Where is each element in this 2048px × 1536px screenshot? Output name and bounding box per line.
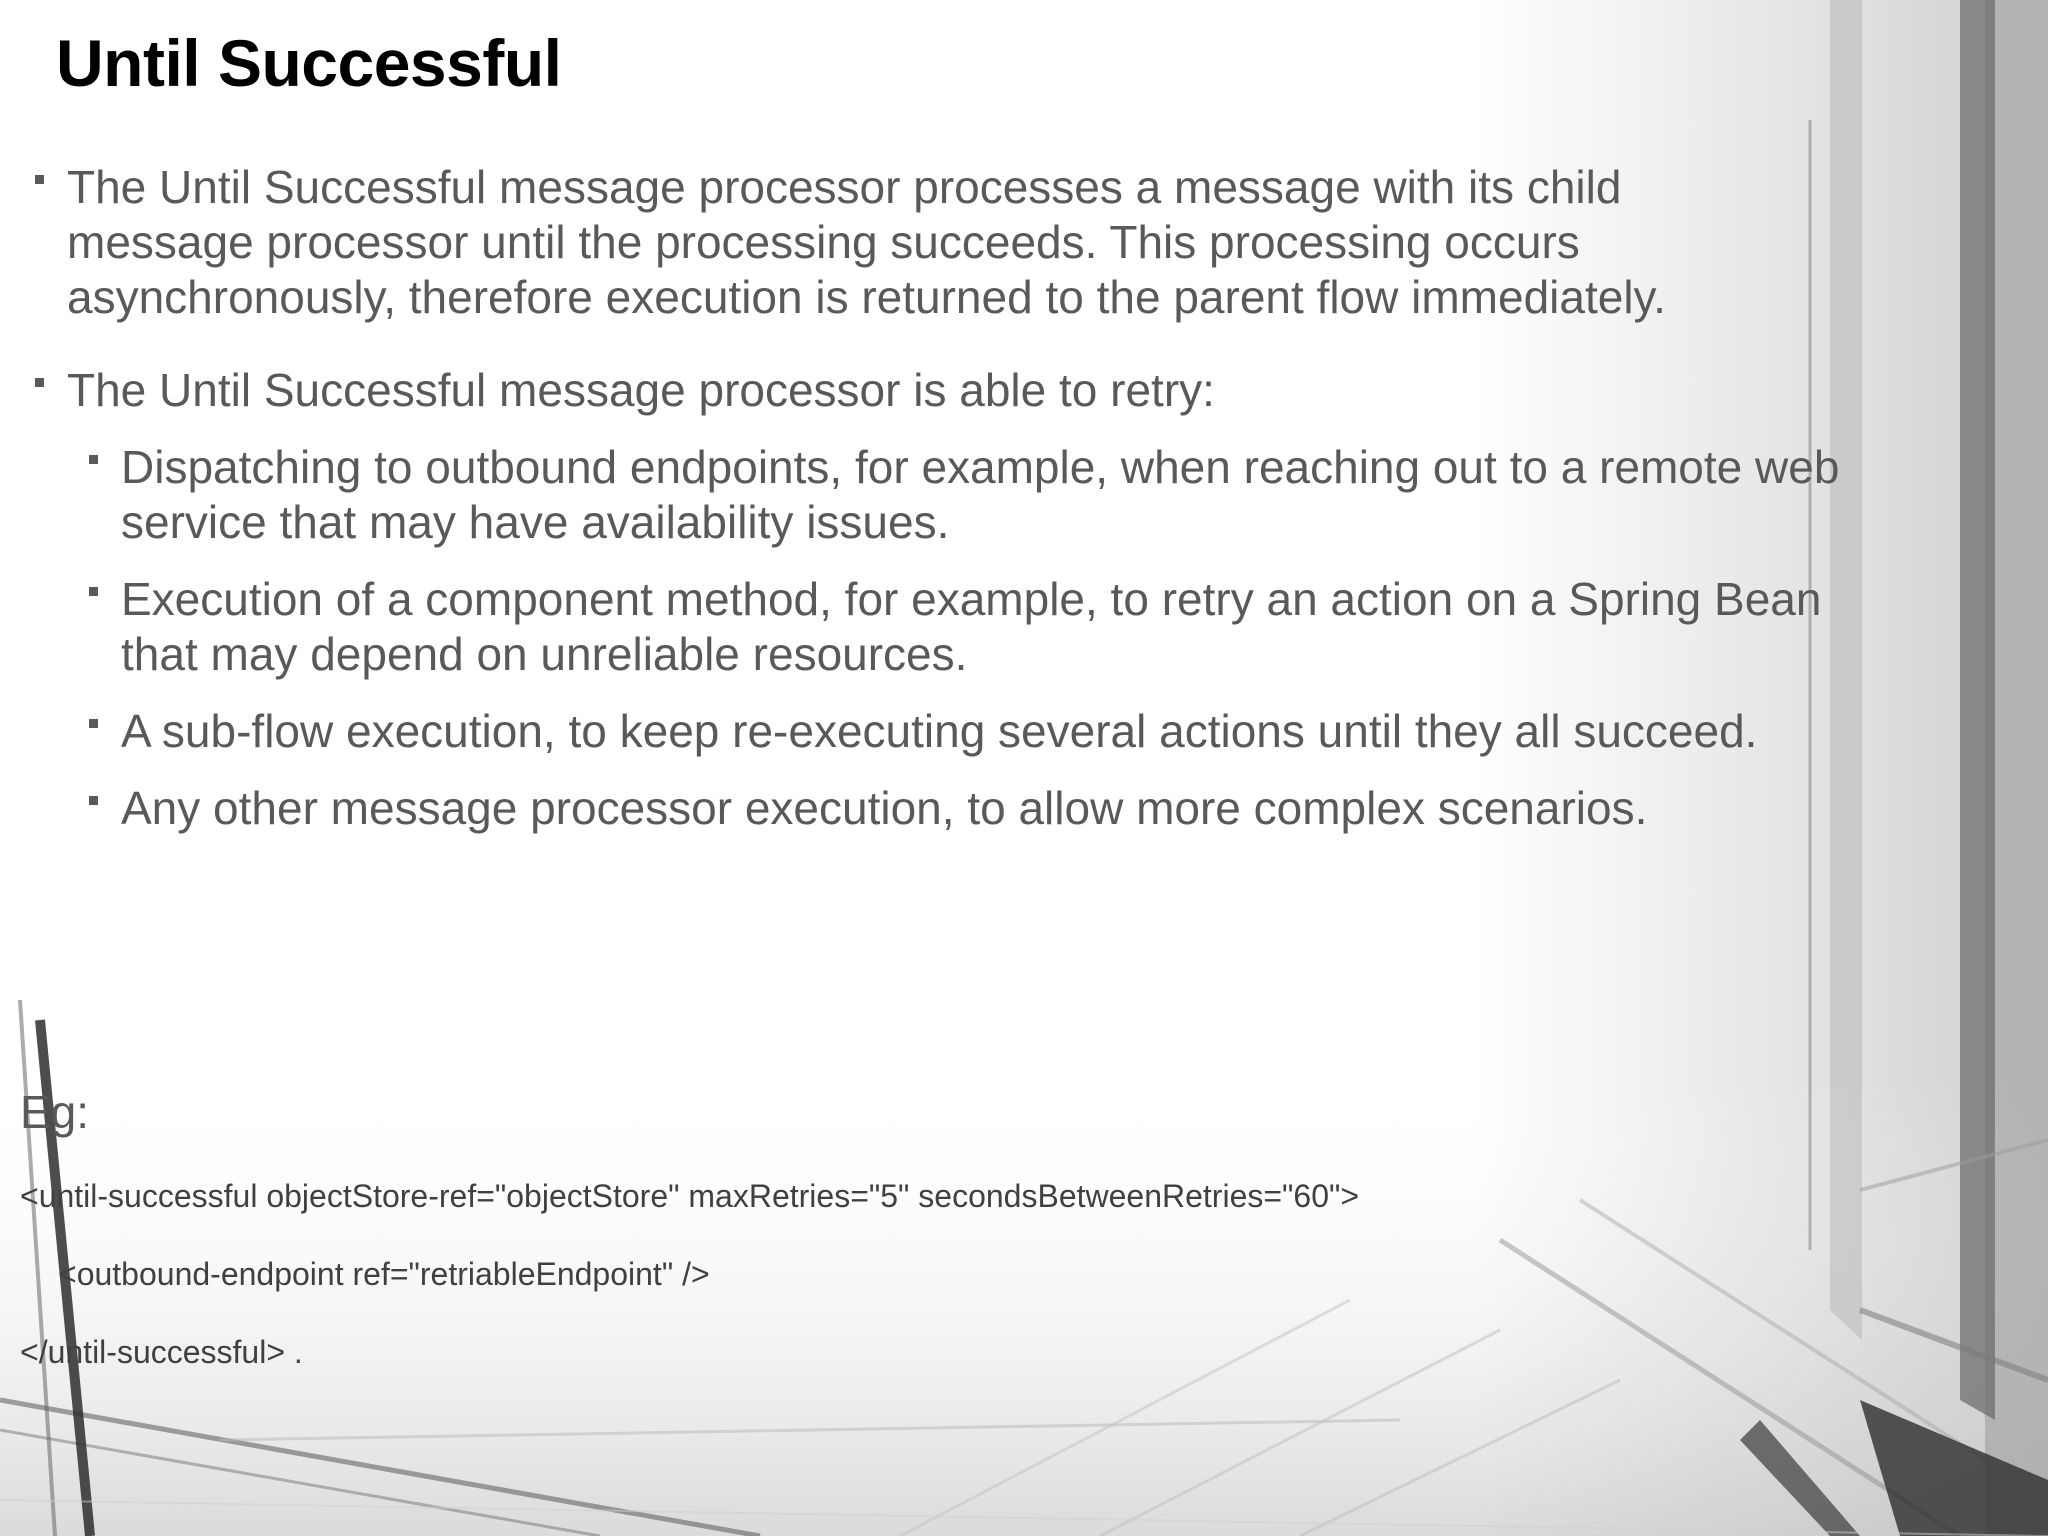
square-bullet-icon	[89, 719, 98, 728]
sub-bullet-item	[0, 572, 1841, 682]
sub-bullet-text: Execution of a component method, for example, to retry an action on a Spring Bean that may depend on unreliable resources.	[121, 573, 1822, 680]
sub-bullet-item	[0, 440, 1841, 550]
sub-bullet-item	[0, 781, 1841, 836]
bullet-text: The Until Successful message processor is able to retry:	[67, 364, 1215, 416]
sub-bullet-text: A sub-flow execution, to keep re-executing several actions until they all succeed.	[121, 705, 1758, 757]
bullet-text: The Until Successful message processor processes a message with its child message processor until the processing succeeds. This processing occurs asynchronously, therefore execution is returned to the parent flow immediately.	[67, 161, 1666, 323]
square-bullet-icon	[89, 796, 98, 805]
slide-title: Until Successful	[56, 26, 562, 100]
sub-bullet-text: Dispatching to outbound endpoints, for example, when reaching out to a remote web service that may have availability issues.	[121, 441, 1840, 548]
bullet-item	[0, 160, 1807, 325]
sub-bullet-text: Any other message processor execution, to allow more complex scenarios.	[121, 782, 1648, 834]
code-line-close-tag: </until-successful> .	[20, 1334, 303, 1370]
sub-bullet-item	[0, 704, 1841, 759]
square-bullet-icon	[89, 587, 98, 596]
code-line-open-tag: <until-successful objectStore-ref="objectStore" maxRetries="5" secondsBetweenRetries="60">	[20, 1178, 1360, 1214]
bullet-item	[0, 363, 1807, 418]
square-bullet-icon	[89, 455, 98, 464]
bullet-list	[0, 160, 1900, 836]
square-bullet-icon	[35, 378, 44, 387]
square-bullet-icon	[35, 175, 44, 184]
example-label: Eg:	[20, 1086, 90, 1138]
code-line-endpoint: <outbound-endpoint ref="retriableEndpoint" />	[58, 1256, 710, 1292]
